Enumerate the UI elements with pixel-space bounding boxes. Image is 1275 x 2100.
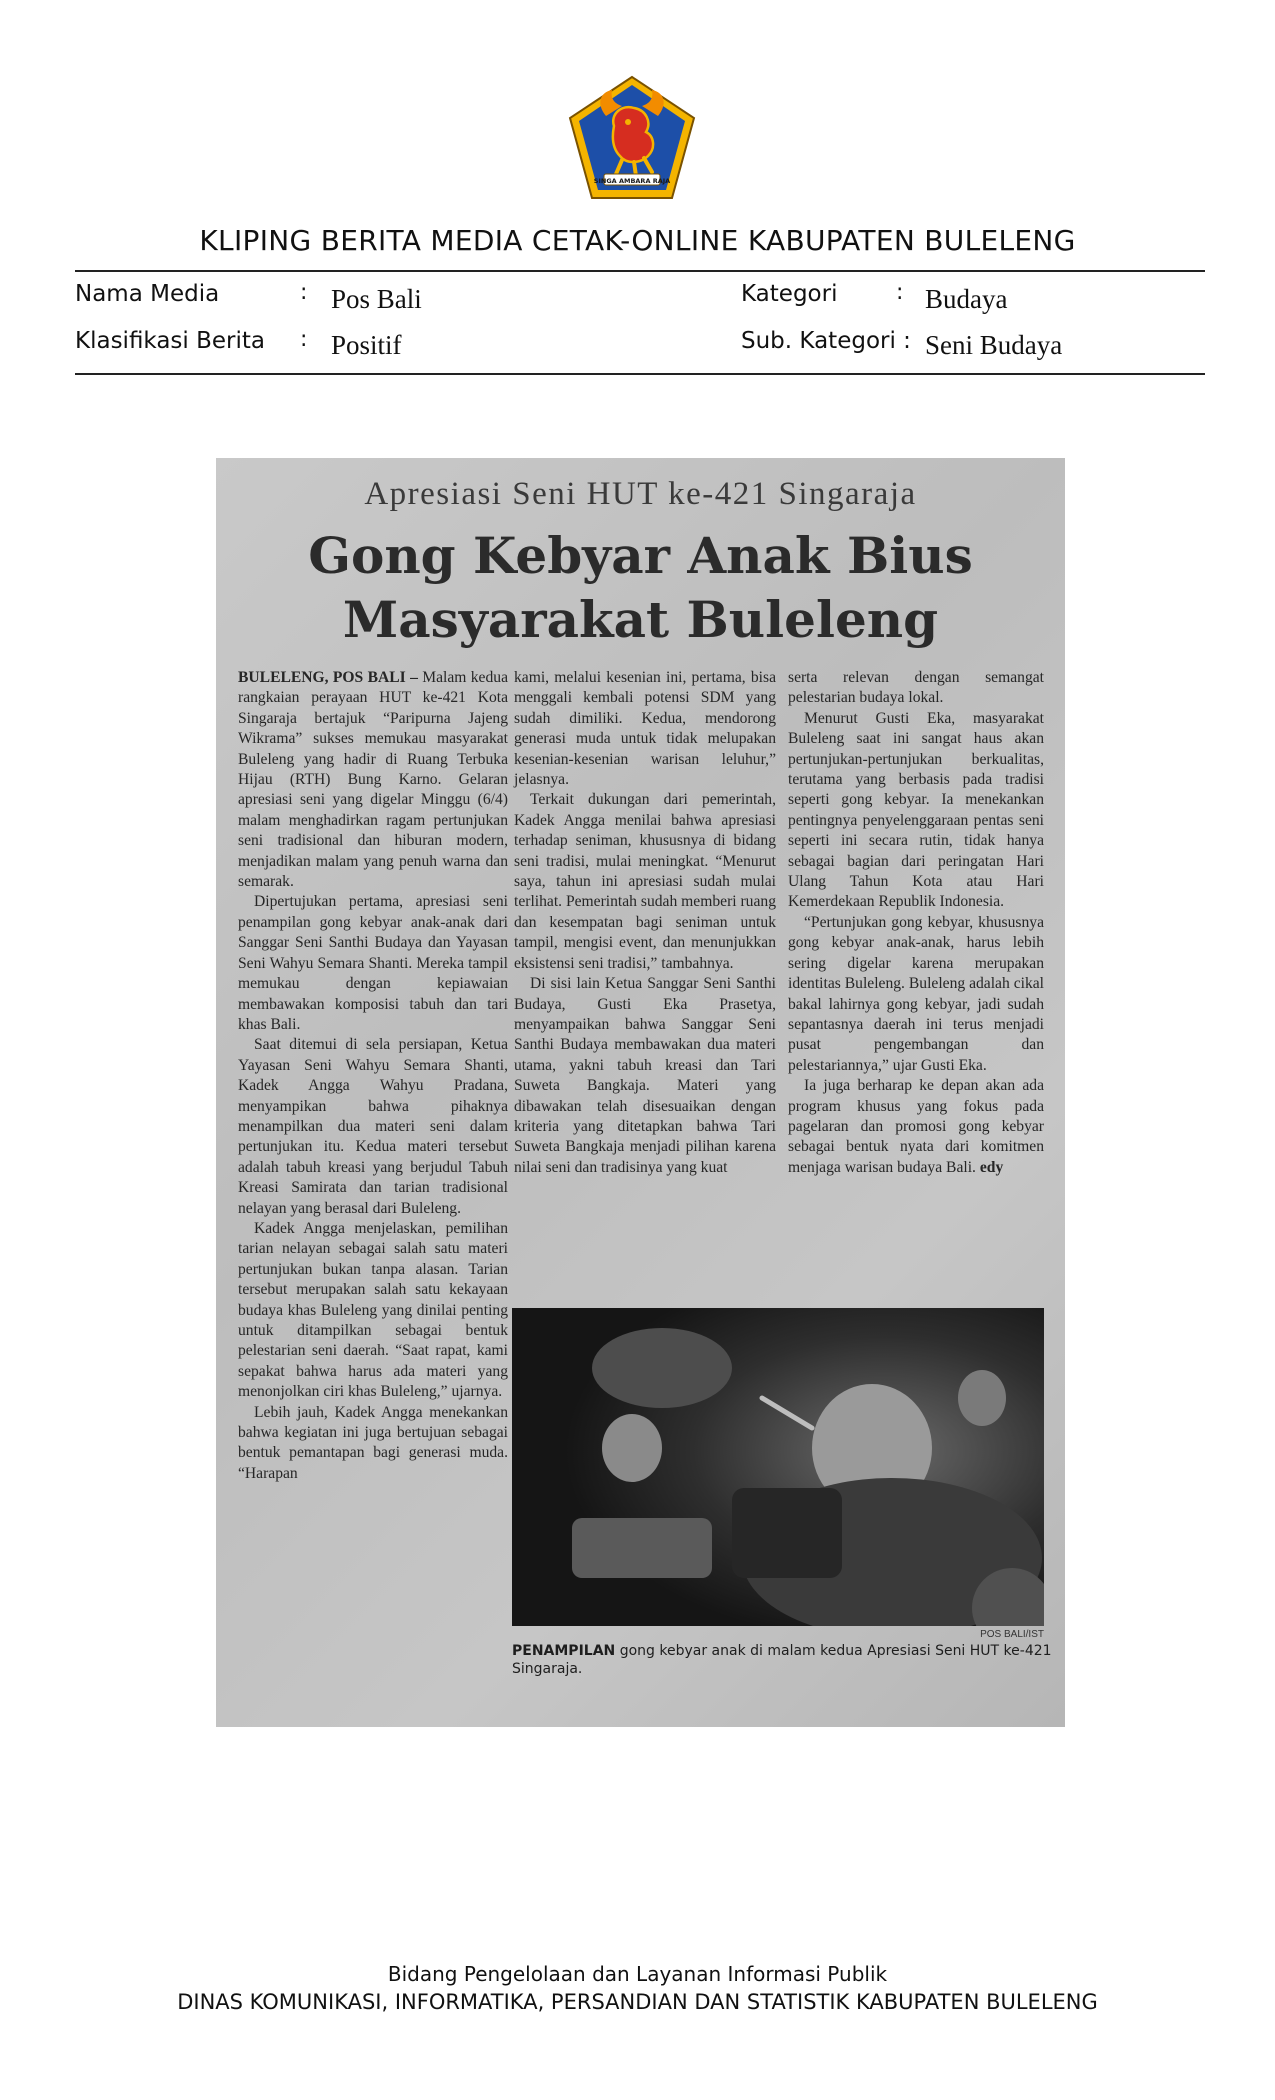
classification-value: Positif (331, 330, 402, 360)
classification-label: Klasifikasi Berita (75, 328, 266, 354)
caption-lead: PENAMPILAN (512, 1643, 616, 1659)
article-dateline: BULELENG, POS BALI – (238, 669, 418, 686)
footer-agency: DINAS KOMUNIKASI, INFORMATIKA, PERSANDIAN DAN STATISTIK KABUPATEN BULELENG (177, 1990, 1098, 2014)
column-2-paragraph: Terkait dukungan dari pemerintah, Kadek Angga menilai bahwa apresiasi terhadap seniman, khususnya di bidang seni tradisi, mulai meningkat. “Menurut saya, tahun ini apresiasi sudah mulai terlihat. Pemerintah sudah memberi ruang dan kesempatan bagi seniman untuk tampil, mengisi event, dan menunjukkan eksistensi seni tradisi,” tambahnya. (514, 791, 776, 972)
media-value: Pos Bali (331, 284, 422, 314)
column-2-paragraph: Di sisi lain Ketua Sanggar Seni Santhi Budaya, Gusti Eka Prasetya, menyampaikan bahwa Sanggar Seni Santhi Budaya membawakan dua materi utama, yakni tabuh kreasi dan Tari Suweta Bangkaja. Materi yang dibawakan telah disesuaikan dengan kriteria yang ditetapkan bahwa Tari Suweta Bangkaja menjadi pilihan karena nilai seni dan tradisinya yang kuat (514, 975, 776, 1176)
media-label: Nama Media (75, 281, 220, 307)
subcategory-label: Sub. Kategori : (741, 328, 911, 354)
header-top-divider (75, 270, 1205, 272)
column-1-lead-text: Malam kedua rangkaian perayaan HUT ke-421 Kota Singaraja bertajuk “Paripurna Jajeng Wikrama” sukses memukau masyarakat Buleleng yang hadir di Ruang Terbuka Hijau (RTH) Bung Karno. Gelaran apresiasi seni yang digelar Minggu (6/4) malam menghadirkan ragam pertunjukan seni tradisional dan hiburan modern, menjadikan malam yang penuh warna dan semarak. (238, 669, 508, 891)
column-1-paragraph (238, 668, 508, 892)
article-column-2 (514, 668, 776, 1178)
subcategory-value: Seni Budaya (925, 330, 1063, 360)
author-signature: edy (979, 1158, 1004, 1176)
headline-line-1: Gong Kebyar Anak Bius (308, 526, 973, 585)
footer-unit: Bidang Pengelolaan dan Layanan Informasi Publik (387, 1962, 888, 1986)
logo-motto-text: SINGA AMBARA RAJA (593, 177, 671, 185)
column-3-paragraph: “Pertunjukan gong kebyar, khususnya gong kebyar anak-anak, harus lebih sering digelar karena merupakan identitas Buleleng. Buleleng adalah cikal bakal lahirnya gong kebyar, jadi sudah sepantasnya daerah ini terus menjadi pusat pengembangan dan pelestariannya,” ujar Gusti Eka. (788, 913, 1044, 1074)
classification-colon: : (300, 327, 308, 352)
column-2-paragraph: kami, melalui kesenian ini, pertama, bisa menggali kembali potensi SDM yang sudah dimiliki. Kedua, mendorong generasi muda untuk tidak melupakan kesenian-kesenian warisan leluhur,” jelasnya. (514, 669, 776, 789)
regency-emblem-logo (566, 74, 698, 202)
column-1-paragraph: Kadek Angga menjelaskan, pemilihan tarian nelayan sebagai salah satu materi pertunjukan bukan tanpa alasan. Tarian tersebut merupakan salah satu kekayaan budaya khas Buleleng yang dinilai penting untuk ditampilkan sebagai bentuk pelestarian seni daerah. “Saat rapat, kami sepakat bahwa harus ada materi yang menonjolkan ciri khas Buleleng,” ujarnya. (238, 1219, 508, 1401)
category-colon: : (896, 280, 904, 305)
media-colon: : (300, 280, 308, 305)
column-3-closing-text: Ia juga berharap ke depan akan ada program khusus yang fokus pada pagelaran dan promosi gong kebyar sebagai bentuk nyata dari komitmen menjaga warisan budaya Bali. (788, 1077, 1044, 1176)
article-column-1 (238, 668, 508, 1484)
article-photo (512, 1308, 1044, 1626)
caption-text: gong kebyar anak di malam kedua Apresiasi Seni HUT ke-421 Singaraja. (512, 1643, 1052, 1677)
headline-line-2: Masyarakat Buleleng (342, 590, 939, 649)
article-column-3 (788, 668, 1044, 1178)
category-value: Budaya (925, 284, 1008, 314)
column-1-paragraph: Lebih jauh, Kadek Angga menekankan bahwa kegiatan ini juga bertujuan sebagai bentuk pemantapan bagi generasi muda. “Harapan (238, 1403, 508, 1482)
column-1-paragraph: Dipertujukan pertama, apresiasi seni penampilan gong kebyar anak-anak dari Sanggar Seni Santhi Budaya dan Yayasan Seni Wahyu Semara Shanti. Mereka tampil memukau dengan kepiawaian membawakan komposisi tabuh dan tari khas Bali. (238, 893, 508, 1033)
newspaper-clipping (216, 458, 1065, 1727)
page-title: KLIPING BERITA MEDIA CETAK-ONLINE KABUPATEN BULELENG (199, 224, 1076, 257)
photo-caption (512, 1642, 1052, 1678)
column-1-paragraph: Saat ditemui di sela persiapan, Ketua Yayasan Seni Wahyu Semara Shanti, Kadek Angga Wahyu Pradana, menyampikan bahwa pihaknya menampilkan dua materi seni dalam pertunjukan itu. Kedua materi tersebut adalah tabuh kreasi yang berjudul Tabuh Kreasi Samirata dan tarian tradisional nelayan yang berasal dari Buleleng. (238, 1036, 508, 1217)
article-kicker: Apresiasi Seni HUT ke-421 Singaraja (364, 476, 917, 512)
column-3-paragraph (788, 1076, 1044, 1178)
photo-credit: POS BALI/IST (980, 1629, 1044, 1640)
category-label: Kategori (741, 281, 838, 307)
column-3-paragraph: Menurut Gusti Eka, masyarakat Buleleng saat ini sangat haus akan pertunjukan-pertunjukan berkualitas, terutama yang berbasis pada tradisi seperti gong kebyar. Ia menekankan pentingnya penyelenggaraan pentas seni seperti ini secara rutin, tidak hanya sebagai bagian dari peringatan Hari Ulang Tahun Kota atau Hari Kemerdekaan Republik Indonesia. (788, 709, 1044, 911)
header-bottom-divider (75, 373, 1205, 375)
column-3-paragraph: serta relevan dengan semangat pelestarian budaya lokal. (788, 669, 1044, 707)
article-headline (216, 524, 1065, 652)
